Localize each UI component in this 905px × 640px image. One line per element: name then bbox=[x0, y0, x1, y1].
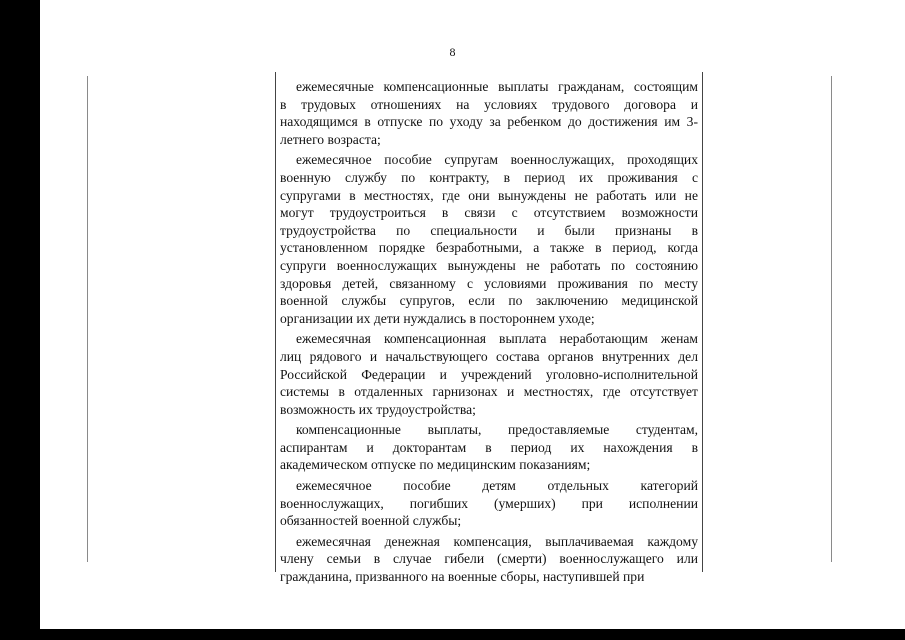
text-line: Российской Федерации и учреждений уголовно-исполнительной bbox=[280, 366, 698, 382]
text-line: военную службу по контракту, в период их проживания с bbox=[280, 169, 698, 185]
text-line: в трудовых отношениях на условиях трудового договора и bbox=[280, 96, 698, 112]
list-item bbox=[280, 421, 698, 474]
text-line: компенсационные выплаты, предоставляемые студентам, bbox=[296, 422, 698, 438]
text-line: ежемесячные компенсационные выплаты гражданам, состоящим bbox=[296, 79, 698, 94]
text-line: академическом отпуске по медицинским показаниям; bbox=[280, 457, 591, 473]
text-line: летнего возраста; bbox=[280, 131, 381, 147]
text-line: лиц рядового и начальствующего состава органов внутренних дел bbox=[280, 348, 698, 364]
list-item bbox=[280, 477, 698, 530]
text-line: здоровья детей, связанному с условиями проживания по месту bbox=[280, 275, 698, 291]
list-item bbox=[280, 151, 698, 327]
text-line: ежемесячная компенсационная выплата неработающим женам bbox=[296, 331, 698, 347]
text-line: находящимся в отпуске по уходу за ребенком до достижения им 3- bbox=[280, 114, 698, 130]
text-line: ежемесячная денежная компенсация, выплачиваемая каждому bbox=[296, 533, 698, 549]
margin-rule-right-inner bbox=[702, 72, 703, 572]
list-item bbox=[280, 533, 698, 586]
text-line: военнослужащих, погибших (умерших) при исполнении bbox=[280, 495, 698, 511]
document-text-column bbox=[280, 78, 698, 589]
scan-edge-left bbox=[0, 0, 40, 640]
text-line: ежемесячное пособие супругам военнослужащих, проходящих bbox=[296, 152, 698, 168]
text-line: члену семьи в случае гибели (смерти) военнослужащего или bbox=[280, 551, 698, 567]
text-line: могут трудоустроиться в связи с отсутствием возможности bbox=[280, 205, 698, 221]
text-line: обязанностей военной службы; bbox=[280, 513, 462, 529]
text-line: гражданина, призванного на военные сборы, наступившей при bbox=[280, 569, 645, 585]
margin-rule-right-outer bbox=[831, 76, 832, 562]
text-line: супругами в местностях, где они вынуждены не работать или не bbox=[280, 187, 698, 203]
list-item bbox=[280, 78, 698, 148]
text-line: военной службы супругов, если по заключению медицинской bbox=[280, 293, 698, 309]
text-line: организации их дети нуждались в постороннем уходе; bbox=[280, 310, 595, 326]
margin-rule-left-inner bbox=[275, 72, 276, 572]
text-line: ежемесячное пособие детям отдельных категорий bbox=[296, 478, 698, 494]
text-line: аспирантам и докторантам в период их нахождения в bbox=[280, 439, 698, 455]
list-item bbox=[280, 330, 698, 418]
text-line: трудоустройства по специальности и были признаны в bbox=[280, 222, 698, 238]
page-number: 8 bbox=[449, 45, 456, 59]
text-line: системы в отдаленных гарнизонах и местностях, где отсутствует bbox=[280, 384, 698, 400]
scan-edge-bottom bbox=[40, 629, 905, 640]
text-line: возможность их трудоустройства; bbox=[280, 401, 476, 417]
margin-rule-left-outer bbox=[87, 76, 88, 562]
text-line: супруги военнослужащих вынуждены не работать по состоянию bbox=[280, 257, 698, 273]
text-line: установленном порядке безработными, а также в период, когда bbox=[280, 240, 698, 256]
